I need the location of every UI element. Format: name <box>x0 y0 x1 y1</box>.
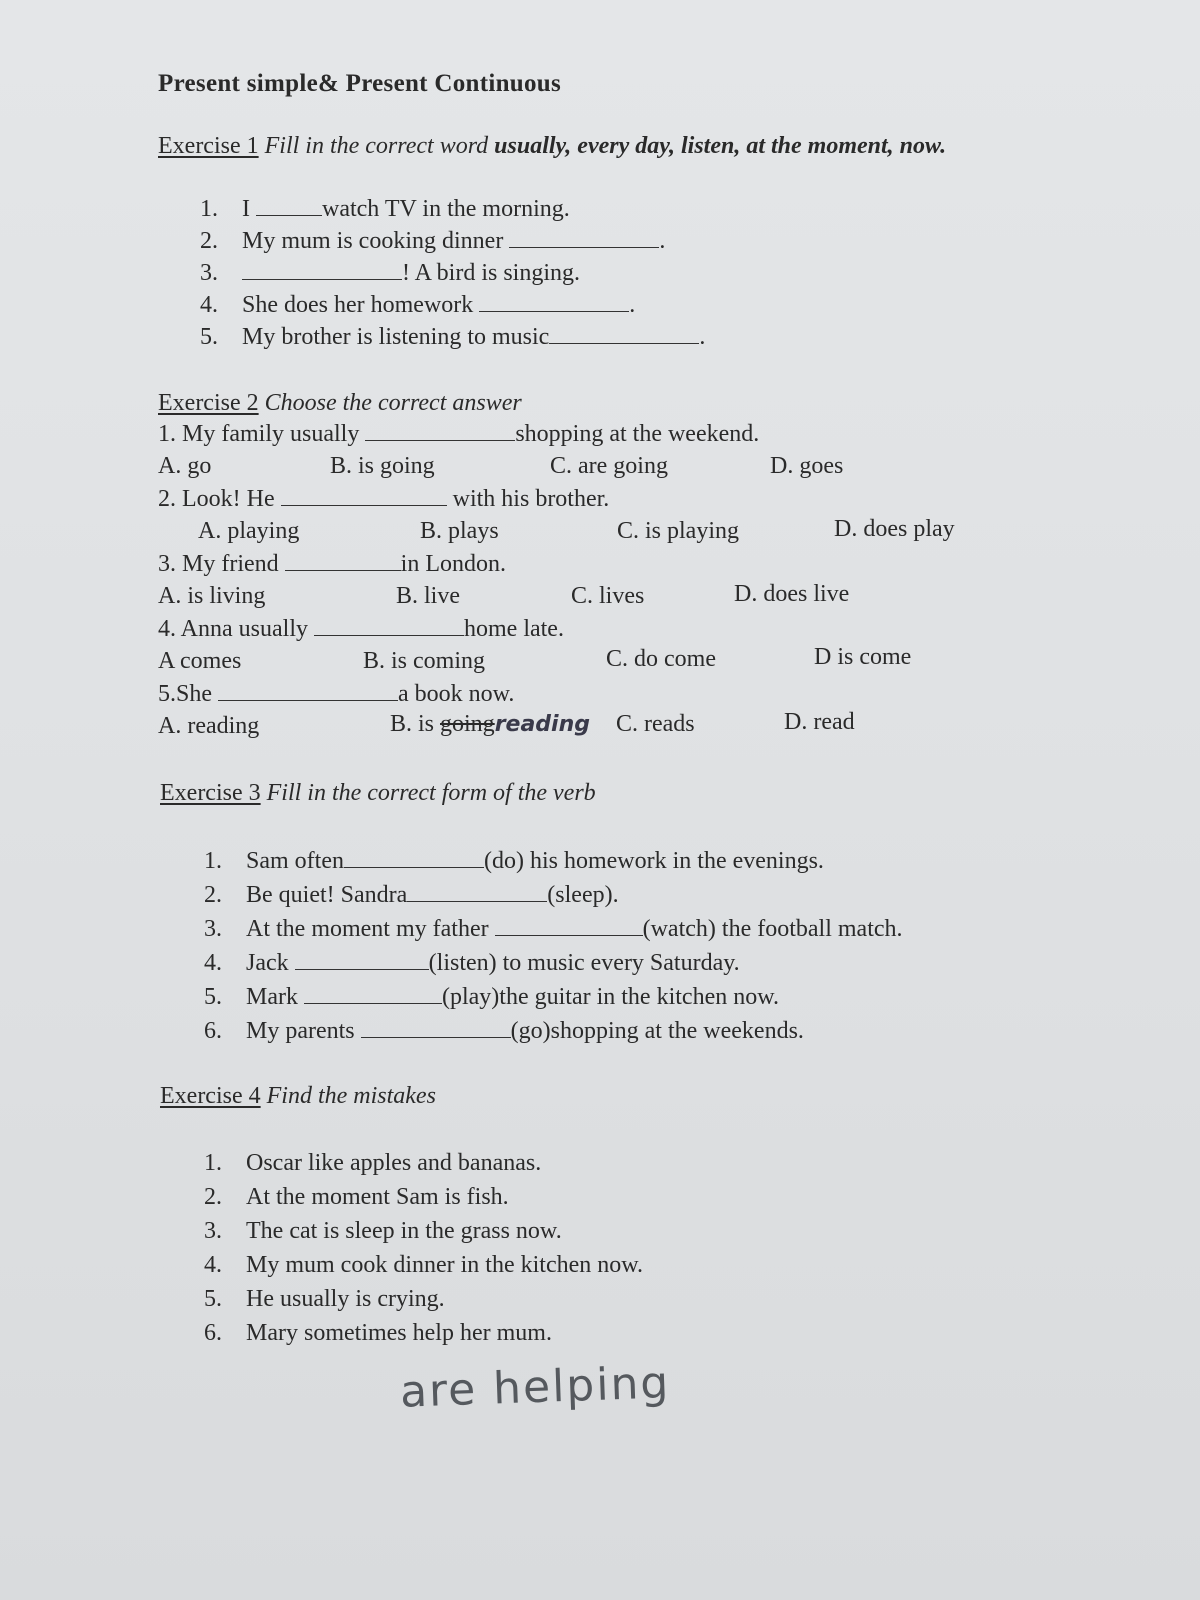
answer-blank[interactable] <box>407 883 547 902</box>
ex3-item: 1. Sam often (do) his homework in the evenings. <box>204 848 824 874</box>
answer-blank[interactable] <box>495 917 643 936</box>
option-c[interactable]: C. do come <box>606 646 716 672</box>
exercise-1-heading <box>158 133 946 160</box>
option-a[interactable]: A. is living <box>158 583 266 609</box>
option-c[interactable]: C. lives <box>571 583 645 609</box>
option-b[interactable]: B. live <box>396 583 460 609</box>
option-c[interactable]: C. is playing <box>617 518 740 544</box>
answer-blank[interactable] <box>509 229 659 248</box>
exercise-2-instruction: Choose the correct answer <box>264 390 522 416</box>
exercise-4-heading <box>160 1083 436 1110</box>
option-a[interactable]: A. go <box>158 453 212 479</box>
exercise-1-label: Exercise 1 <box>158 133 259 159</box>
ex1-item: 5. My brother is listening to music . <box>200 324 706 350</box>
answer-blank[interactable] <box>549 325 699 344</box>
ex2-question: 5.She a book now. <box>158 681 515 707</box>
answer-blank[interactable] <box>304 985 442 1004</box>
answer-blank[interactable] <box>242 261 402 280</box>
option-d[interactable]: D. read <box>784 709 855 735</box>
option-a[interactable]: A. playing <box>198 518 300 544</box>
ex4-item: 4. My mum cook dinner in the kitchen now. <box>204 1252 644 1278</box>
option-b[interactable]: B. plays <box>420 518 499 544</box>
option-d[interactable]: D is come <box>814 644 912 670</box>
ex2-question: 3. My friend in London. <box>158 551 506 577</box>
answer-blank[interactable] <box>281 487 447 506</box>
handwritten-correction: reading <box>494 712 591 737</box>
ex3-item: 4. Jack (listen) to music every Saturday. <box>204 950 740 976</box>
exercise-1-word-bank: usually, every day, listen, at the moment, now. <box>494 133 947 159</box>
option-b[interactable]: B. is goingreading <box>390 711 591 737</box>
ex1-item: 4. She does her homework . <box>200 292 636 318</box>
answer-blank[interactable] <box>365 422 515 441</box>
option-a[interactable]: A comes <box>158 648 242 674</box>
option-a[interactable]: A. reading <box>158 713 260 739</box>
ex2-question: 4. Anna usually home late. <box>158 616 564 642</box>
answer-blank[interactable] <box>256 197 322 216</box>
option-c[interactable]: C. are going <box>550 453 668 479</box>
page-title: Present simple& Present Continuous <box>158 70 562 97</box>
option-d[interactable]: D. does play <box>834 516 955 542</box>
ex1-item: 2. My mum is cooking dinner . <box>200 228 666 254</box>
answer-blank[interactable] <box>285 552 401 571</box>
answer-blank[interactable] <box>361 1019 511 1038</box>
ex3-item: 5. Mark (play)the guitar in the kitchen now. <box>204 984 779 1010</box>
answer-blank[interactable] <box>344 849 484 868</box>
answer-blank[interactable] <box>295 951 429 970</box>
ex4-item: 5. He usually is crying. <box>204 1286 445 1312</box>
struck-word: going <box>440 711 495 737</box>
option-b[interactable]: B. is going <box>330 453 435 479</box>
ex1-item: 3. ! A bird is singing. <box>200 260 581 286</box>
option-d[interactable]: D. goes <box>770 453 844 479</box>
answer-blank[interactable] <box>218 682 398 701</box>
ex4-item: 1. Oscar like apples and bananas. <box>204 1150 542 1176</box>
option-d[interactable]: D. does live <box>734 581 850 607</box>
ex4-item: 6. Mary sometimes help her mum. <box>204 1320 552 1346</box>
exercise-3-instruction: Fill in the correct form of the verb <box>266 780 596 806</box>
ex3-item: 3. At the moment my father (watch) the football match. <box>204 916 903 942</box>
exercise-3-label: Exercise 3 <box>160 780 261 806</box>
exercise-3-heading <box>160 780 596 807</box>
ex3-item: 2. Be quiet! Sandra (sleep). <box>204 882 619 908</box>
answer-blank[interactable] <box>479 293 629 312</box>
exercise-2-heading <box>158 390 522 417</box>
exercise-4-instruction: Find the mistakes <box>266 1083 436 1109</box>
ex2-question: 1. My family usually shopping at the weekend. <box>158 421 760 447</box>
handwritten-note: are helping <box>399 1357 672 1418</box>
option-b[interactable]: B. is coming <box>363 648 486 674</box>
ex4-item: 3. The cat is sleep in the grass now. <box>204 1218 562 1244</box>
answer-blank[interactable] <box>314 617 464 636</box>
ex1-item: 1. I watch TV in the morning. <box>200 196 570 222</box>
exercise-4-label: Exercise 4 <box>160 1083 261 1109</box>
exercise-2-label: Exercise 2 <box>158 390 259 416</box>
ex3-item: 6. My parents (go)shopping at the weekends. <box>204 1018 804 1044</box>
option-c[interactable]: C. reads <box>616 711 695 737</box>
ex2-question: 2. Look! He with his brother. <box>158 486 610 512</box>
exercise-1-instruction: Fill in the correct word <box>264 133 489 159</box>
ex4-item: 2. At the moment Sam is fish. <box>204 1184 509 1210</box>
